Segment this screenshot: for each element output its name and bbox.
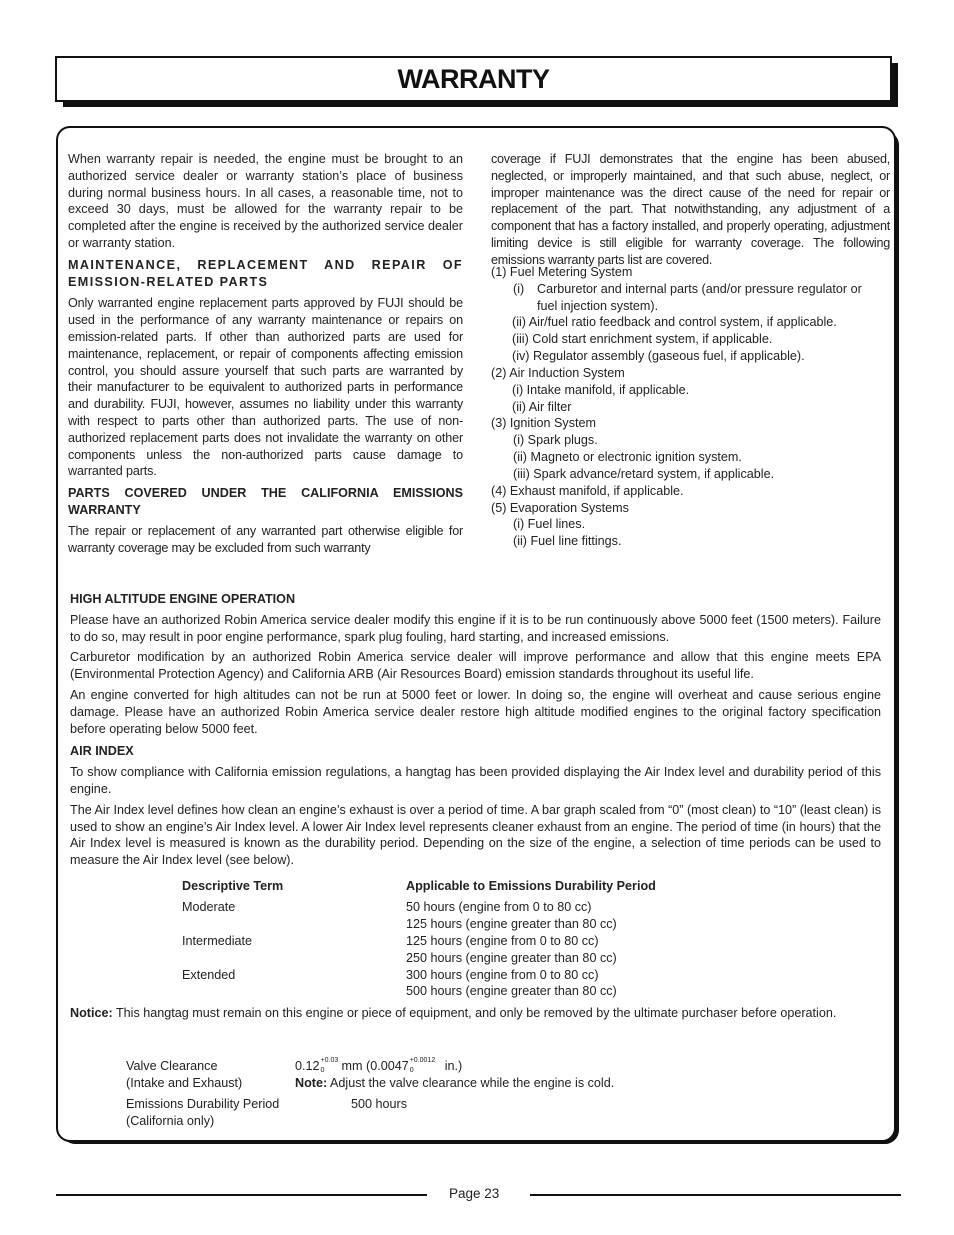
list-sub-spark-plugs: (i) Spark plugs.	[513, 433, 598, 447]
valve-note	[295, 1075, 614, 1092]
high-altitude-p1: Please have an authorized Robin America service dealer modify this engine if it is to be run continuously above 5000 feet (1500 meters). Failure to do so, may result in poor engine performance, spark plug fouling, hard starting, and increased emissions.	[70, 612, 881, 644]
air-index-heading: AIR INDEX	[70, 744, 134, 759]
coverage-continued-paragraph: coverage if FUJI demonstrates that the engine has been abused, neglected, or improperly maintained, and that such abuse, neglect, or improper maintenance was the direct cause of the need for repair or replacement of the part. That notwithstanding, any adjustment of a component that has a factory installed, and properly operating, adjustment limiting device is still eligible for warranty coverage. The following emissions warranty parts list are covered.	[491, 152, 890, 267]
high-altitude-section	[70, 591, 881, 869]
valve-tol-top: +0.03	[320, 1057, 339, 1064]
maintenance-heading: MAINTENANCE, REPLACEMENT AND REPAIR OF EMISSION-RELATED PARTS	[68, 257, 463, 289]
footer-rule-left	[56, 1194, 427, 1196]
table-cell-period: 500 hours (engine greater than 80 cc)	[406, 984, 617, 998]
durability-label: Emissions Durability Period	[126, 1097, 280, 1111]
page-title: WARRANTY	[397, 63, 550, 94]
parts-covered-heading: PARTS COVERED UNDER THE CALIFORNIA EMISSIONS WARRANTY	[68, 486, 463, 517]
table-cell-period: 250 hours (engine greater than 80 cc)	[406, 951, 617, 965]
list-sub-carburetor-cont: fuel injection system).	[537, 299, 659, 313]
table-header-term: Descriptive Term	[182, 879, 284, 893]
valve-value-mm: 0.12	[295, 1059, 320, 1073]
high-altitude-p2: Carburetor modification by an authorized Robin America service dealer will improve performance and allow that this engine meets EPA (Environmental Protection Agency) and California ARB (Air Resources Board) emission standards throughout its useful life.	[70, 650, 881, 682]
list-item-exhaust: (4) Exhaust manifold, if applicable.	[491, 484, 684, 498]
table-cell-period: 300 hours (engine from 0 to 80 cc)	[406, 968, 599, 982]
table-cell-term: Intermediate	[182, 934, 253, 948]
table-header-period: Applicable to Emissions Durability Period	[406, 879, 656, 893]
list-sub-carburetor: Carburetor and internal parts (and/or pressure regulator or	[537, 282, 862, 296]
notice-text: This hangtag must remain on this engine or piece of equipment, and only be removed by the ultimate purchaser before operation.	[112, 1006, 837, 1020]
list-sub-magneto: (ii) Magneto or electronic ignition system.	[513, 450, 742, 464]
valve-in-tol-top: +0.0012	[409, 1057, 436, 1064]
table-cell-period: 125 hours (engine greater than 80 cc)	[406, 917, 617, 931]
high-altitude-heading: HIGH ALTITUDE ENGINE OPERATION	[70, 592, 296, 606]
durability-value: 500 hours	[351, 1097, 408, 1111]
durability-sub: (California only)	[126, 1114, 215, 1128]
table-cell-term: Extended	[182, 968, 236, 982]
table-cell-period: 50 hours (engine from 0 to 80 cc)	[406, 900, 592, 914]
valve-unit-in: in.)	[444, 1059, 463, 1073]
list-item-fuel-metering: (1) Fuel Metering System	[491, 265, 633, 279]
parts-covered-paragraph: The repair or replacement of any warranted part otherwise eligible for warranty coverage may be excluded from such warranty	[68, 523, 463, 555]
list-item-evaporation: (5) Evaporation Systems	[491, 501, 629, 515]
list-sub-air-filter: (ii) Air filter	[512, 400, 572, 414]
list-sub-num: (i)	[513, 282, 525, 296]
notice	[70, 1005, 881, 1022]
list-sub-air-fuel: (ii) Air/fuel ratio feedback and control system, if applicable.	[512, 315, 837, 329]
valve-in-tol-bottom: 0	[409, 1067, 414, 1074]
list-sub-cold-start: (iii) Cold start enrichment system, if applicable.	[512, 332, 773, 346]
valve-note-text: Adjust the valve clearance while the engine is cold.	[327, 1076, 615, 1090]
valve-tol-bottom: 0	[320, 1067, 325, 1074]
valve-clearance-value	[295, 1058, 462, 1075]
notice-label: Notice:	[70, 1006, 113, 1020]
title-box	[55, 56, 892, 102]
list-sub-regulator: (iv) Regulator assembly (gaseous fuel, if applicable).	[512, 349, 805, 363]
table-cell-period: 125 hours (engine from 0 to 80 cc)	[406, 934, 599, 948]
table-cell-term: Moderate	[182, 900, 236, 914]
list-sub-intake: (i) Intake manifold, if applicable.	[512, 383, 690, 397]
valve-unit-mm: mm (0.0047	[341, 1059, 409, 1073]
maintenance-paragraph: Only warranted engine replacement parts approved by FUJI should be used in the performance of any warranty maintenance or repairs on emission-related parts. If other than authorized parts are used for maintenance, replacement, or repair of components affecting emission control, you should assure yourself that such parts are warranted by their manufacturer to be equivalent to authorized parts in performance and durability. FUJI, however, assumes no liability under this warranty with respect to parts other than authorized parts. The use of non-authorized replacement parts does not invalidate the warranty on other components unless the non-authorized parts cause damage to warranted parts.	[68, 296, 463, 479]
right-column	[491, 151, 890, 269]
high-altitude-p3: An engine converted for high altitudes can not be run at 5000 feet or lower. In doing so, the engine will overheat and cause serious engine damage. Please have an authorized Robin America service dealer restore high altitude modified engines to the original factory specification before operating below 5000 feet.	[70, 687, 881, 736]
footer-rule-right	[530, 1194, 901, 1196]
valve-note-label: Note:	[295, 1076, 328, 1090]
list-item-ignition: (3) Ignition System	[491, 416, 596, 430]
page-number: Page 23	[449, 1186, 500, 1201]
list-item-air-induction: (2) Air Induction System	[491, 366, 625, 380]
list-sub-spark-advance: (iii) Spark advance/retard system, if applicable.	[513, 467, 775, 481]
air-index-p1: To show compliance with California emission regulations, a hangtag has been provided displaying the Air Index level and durability period of this engine.	[70, 765, 881, 796]
left-column	[68, 151, 463, 556]
air-index-p2: The Air Index level defines how clean an engine’s exhaust is over a period of time. A bar graph scaled from “0” (most clean) to “10” (least clean) is used to show an engine’s Air Index level. A lower Air Index level represents cleaner exhaust from an engine. The period of time (in hours) that the Air Index level is measured is known as the durability period. Depending on the size of the engine, a selection of time periods can be used to measure the Air Index level (see below).	[70, 802, 881, 868]
intro-paragraph: When warranty repair is needed, the engine must be brought to an authorized service dealer or warranty station’s place of business during normal business hours. In all cases, a reasonable time, not to exceed 30 days, must be allowed for the warranty repair to be completed after the engine is received by the authorized service dealer or warranty station.	[68, 152, 463, 250]
valve-clearance-sub: (Intake and Exhaust)	[126, 1076, 243, 1090]
list-sub-fuel-fittings: (ii) Fuel line fittings.	[513, 534, 622, 548]
valve-clearance-label: Valve Clearance	[126, 1059, 218, 1073]
list-sub-fuel-lines: (i) Fuel lines.	[513, 517, 586, 531]
